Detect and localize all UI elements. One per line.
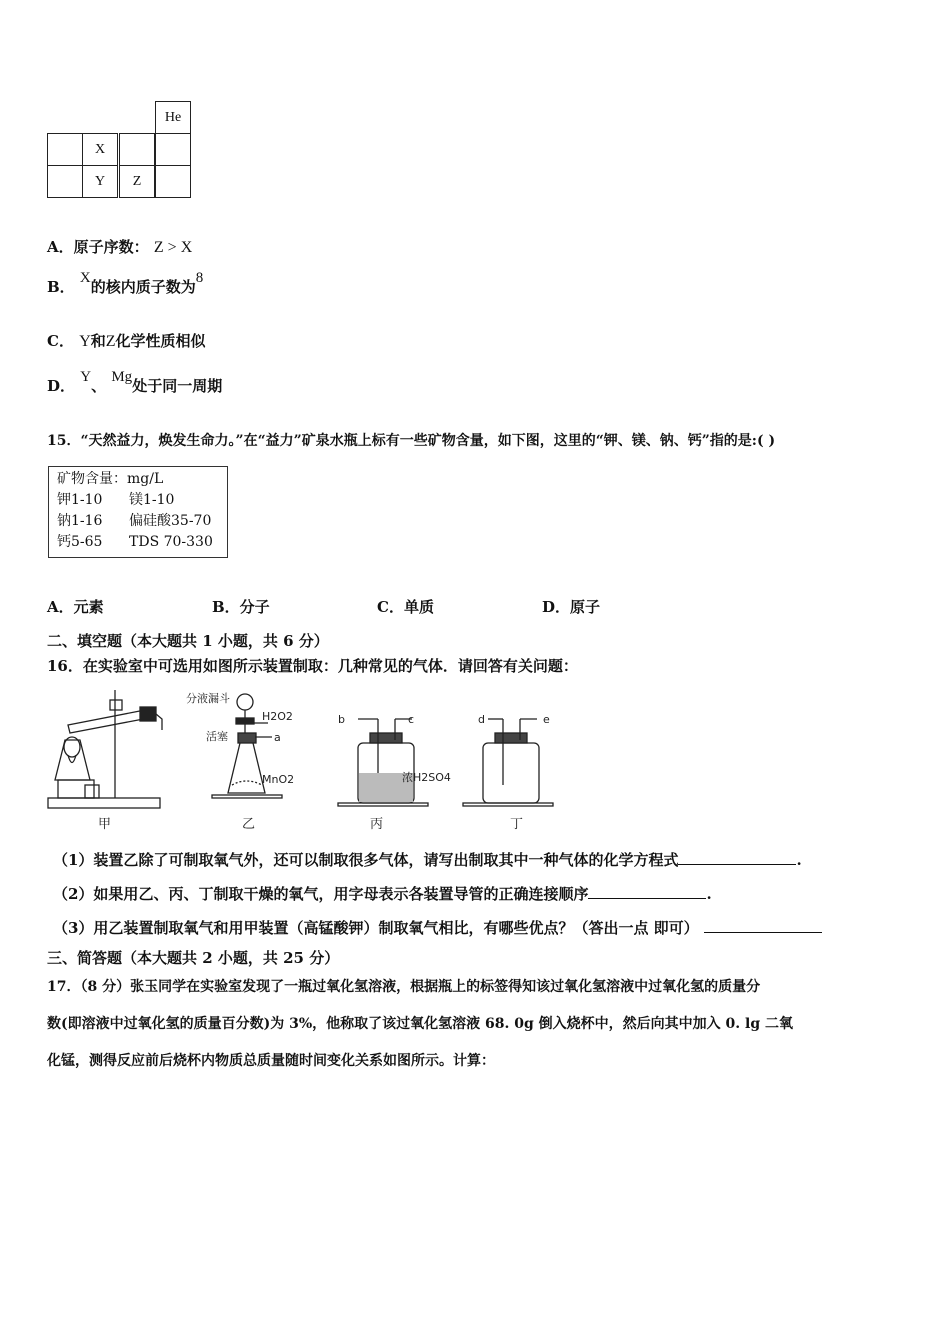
- mineral-cell: 钾1-10: [57, 492, 103, 508]
- apparatus-figure: [40, 685, 580, 835]
- label-stopcock: 活塞: [206, 730, 228, 743]
- mineral-cell: 镁1-10: [129, 492, 175, 508]
- caption-yi: 乙: [242, 817, 256, 832]
- q14-option-c: [47, 330, 206, 351]
- mineral-cell: 钙5-65: [57, 534, 103, 550]
- apparatus-jia: [48, 690, 162, 808]
- section3-heading: 三、简答题（本大题共 2 小题，共 25 分）: [47, 949, 340, 967]
- label-mno2: MnO2: [262, 773, 295, 786]
- q16-part2: [53, 883, 712, 904]
- q15-option-c: C．单质: [377, 598, 434, 616]
- pt-cell-x: X: [82, 133, 118, 166]
- option-superscript: 8: [195, 270, 204, 286]
- periodic-table-fragment: [47, 101, 192, 197]
- q17-line3: 化锰，测得反应前后烧杯内物质总质量随时间变化关系如图所示。计算：: [47, 1053, 495, 1069]
- answer-blank[interactable]: [678, 850, 796, 865]
- mineral-label-table: [48, 466, 228, 558]
- caption-bing: 丙: [370, 817, 384, 832]
- mineral-row: [57, 511, 219, 532]
- option-connector: 和: [90, 332, 106, 350]
- option-superscript: Mg: [111, 369, 133, 385]
- caption-jia: 甲: [98, 817, 112, 832]
- label-a: a: [274, 731, 281, 744]
- q16-part3: [53, 917, 822, 938]
- pt-cell-empty: [119, 133, 155, 166]
- mineral-cell: 偏硅酸35-70: [129, 513, 212, 529]
- pt-cell-empty: [47, 165, 83, 198]
- mineral-cell: 钠1-16: [57, 513, 103, 529]
- pt-cell-z: Z: [119, 165, 155, 198]
- pt-cell-empty: [155, 133, 191, 166]
- mineral-title: 矿物含量：mg/L: [57, 471, 164, 487]
- option-text: 处于同一周期: [132, 377, 223, 395]
- option-symbol: Z > X: [153, 239, 193, 256]
- apparatus-ding: [463, 719, 553, 806]
- q15-option-d: D．原子: [542, 598, 601, 616]
- option-symbol: Z: [105, 333, 116, 350]
- label-b: b: [338, 713, 345, 726]
- section2-heading: 二、填空题（本大题共 1 小题，共 6 分）: [47, 632, 329, 650]
- option-letter: A．: [47, 238, 74, 256]
- option-text: 化学性质相似: [115, 332, 206, 350]
- mineral-cell: TDS 70-330: [129, 534, 213, 550]
- label-funnel: 分液漏斗: [186, 692, 230, 705]
- q17-line2: 数(即溶液中过氧化氢的质量百分数)为 3%，他称取了该过氧化氢溶液 68. 0g 倒入烧杯中，然后向其中加入 0. lg 二氧: [47, 1016, 794, 1032]
- caption-ding: 丁: [510, 817, 524, 832]
- pt-cell-empty: [155, 165, 191, 198]
- option-text: 原子序数：: [73, 238, 149, 256]
- answer-blank[interactable]: [588, 884, 706, 899]
- option-letter: C．: [47, 332, 74, 350]
- option-symbol: Y: [79, 333, 91, 350]
- q16-part2-text: （2）如果用乙、丙、丁制取干燥的氧气，用字母表示各装置导管的正确连接顺序: [53, 885, 589, 903]
- q14-option-a: [47, 236, 192, 257]
- label-h2o2: H2O2: [262, 710, 293, 723]
- option-symbol: X: [79, 270, 91, 286]
- q14-option-d: [47, 369, 223, 396]
- option-symbol: Y: [80, 369, 92, 385]
- option-text: 的核内质子数为: [90, 278, 196, 296]
- option-connector: 、: [91, 377, 107, 395]
- option-letter: B．: [47, 278, 75, 296]
- q15-option-a: A．元素: [47, 598, 104, 616]
- q16-stem: 16．在实验室中可选用如图所示装置制取：几种常见的气体．请回答有关问题：: [47, 657, 578, 675]
- q16-part1-text: （1）装置乙除了可制取氧气外，还可以制取很多气体，请写出制取其中一种气体的化学方程式: [53, 851, 679, 869]
- mineral-row: [57, 532, 219, 553]
- q16-part1: [53, 849, 802, 870]
- apparatus-bing: [338, 719, 428, 806]
- pt-cell-y: Y: [82, 165, 118, 198]
- q17-line1: 17．（8 分）张玉同学在实验室发现了一瓶过氧化氢溶液，根据瓶上的标签得知该过氧化氢溶液中过氧化氢的质量分: [47, 979, 761, 995]
- mineral-row: [57, 490, 219, 511]
- label-e: e: [543, 713, 550, 726]
- label-c: c: [408, 713, 415, 726]
- option-letter: D．: [47, 377, 76, 395]
- period: .: [796, 851, 802, 869]
- q15-stem: 15．“天然益力，焕发生命力。”在“益力”矿泉水瓶上标有一些矿物含量，如下图，这里的“钾、镁、钠、钙”指的是:( ): [47, 433, 776, 449]
- answer-blank[interactable]: [704, 918, 822, 933]
- pt-cell-empty: [47, 133, 83, 166]
- period: .: [706, 885, 712, 903]
- pt-cell-he: He: [155, 101, 191, 134]
- label-d: d: [478, 713, 485, 726]
- label-conc-h2so4: 浓H2SO4: [402, 771, 451, 784]
- q15-option-b: B．分子: [212, 598, 270, 616]
- q14-option-b: [47, 270, 204, 297]
- q16-part3-text: （3）用乙装置制取氧气和用甲装置（高锰酸钾）制取氧气相比，有哪些优点？（答出一点 即可）: [53, 919, 699, 937]
